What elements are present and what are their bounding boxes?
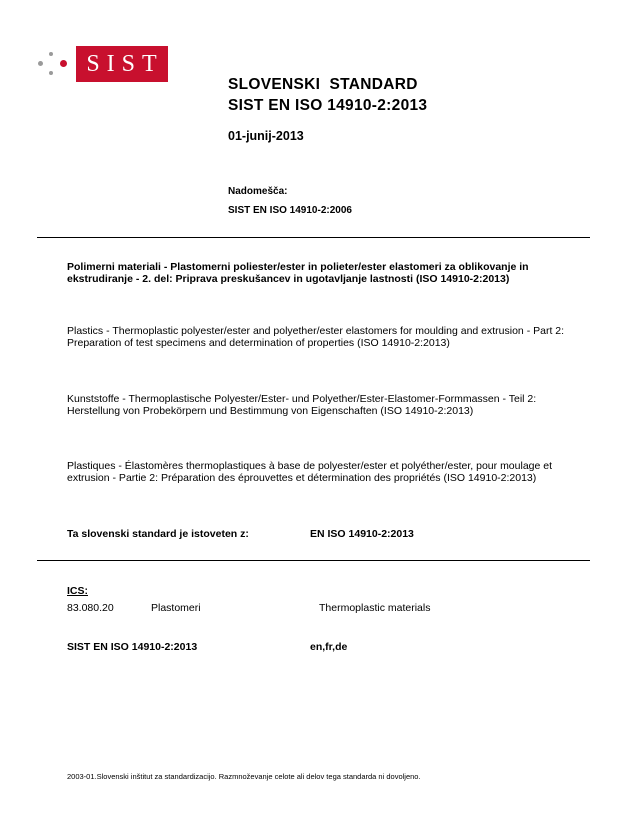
divider-top: [37, 237, 590, 238]
replaces-value: SIST EN ISO 14910-2:2006: [228, 205, 352, 216]
logo-dots-icon: [38, 48, 74, 78]
logo-text: SIST: [76, 46, 168, 82]
standard-code: SIST EN ISO 14910-2:2013: [228, 97, 428, 114]
ics-name-slovenian: Plastomeri: [151, 602, 201, 614]
ics-name-english: Thermoplastic materials: [319, 602, 431, 614]
reference-languages: en,fr,de: [310, 641, 348, 653]
ics-label: ICS:: [67, 585, 88, 597]
publication-date: 01-junij-2013: [228, 129, 304, 143]
reference-code: SIST EN ISO 14910-2:2013: [67, 641, 198, 653]
standard-type: SLOVENSKI STANDARD: [228, 76, 418, 93]
title-german: Kunststoffe - Thermoplastische Polyester/Ester- und Polyether/Ester-Elastomer-Formmassen - Teil 2: Herstellung von Probekörpern und Bestimmung von Eigenschaften (ISO 14910-2:2013): [67, 393, 537, 417]
identical-label: Ta slovenski standard je istoveten z:: [67, 528, 249, 540]
ics-code: 83.080.20: [67, 602, 114, 614]
title-french: Plastiques - Élastomères thermoplastiques à base de polyester/ester et polyéther/ester, pour moulage et extrusion - Partie 2: Préparation des éprouvettes et détermination des propriétés (ISO 14910-2:2013): [67, 460, 553, 484]
title-english: Plastics - Thermoplastic polyester/ester and polyether/ester elastomers for moulding and extrusion - Part 2: Preparation of test specimens and determination of properties (ISO 14910-2:2013): [67, 325, 565, 349]
identical-value: EN ISO 14910-2:2013: [310, 528, 414, 540]
replaces-label: Nadomešča:: [228, 186, 288, 197]
divider-middle: [37, 560, 590, 561]
title-slovenian: Polimerni materiali - Plastomerni poliester/ester in polieter/ester elastomeri za oblikovanje in ekstrudiranje - 2. del: Priprava preskušancev in ugotavljanje lastnosti (ISO 14910-2:2013): [67, 261, 529, 285]
sist-logo: [38, 46, 168, 82]
copyright-footer: 2003-01.Slovenski inštitut za standardizacijo. Razmnoževanje celote ali delov tega standarda ni dovoljeno.: [67, 772, 421, 781]
